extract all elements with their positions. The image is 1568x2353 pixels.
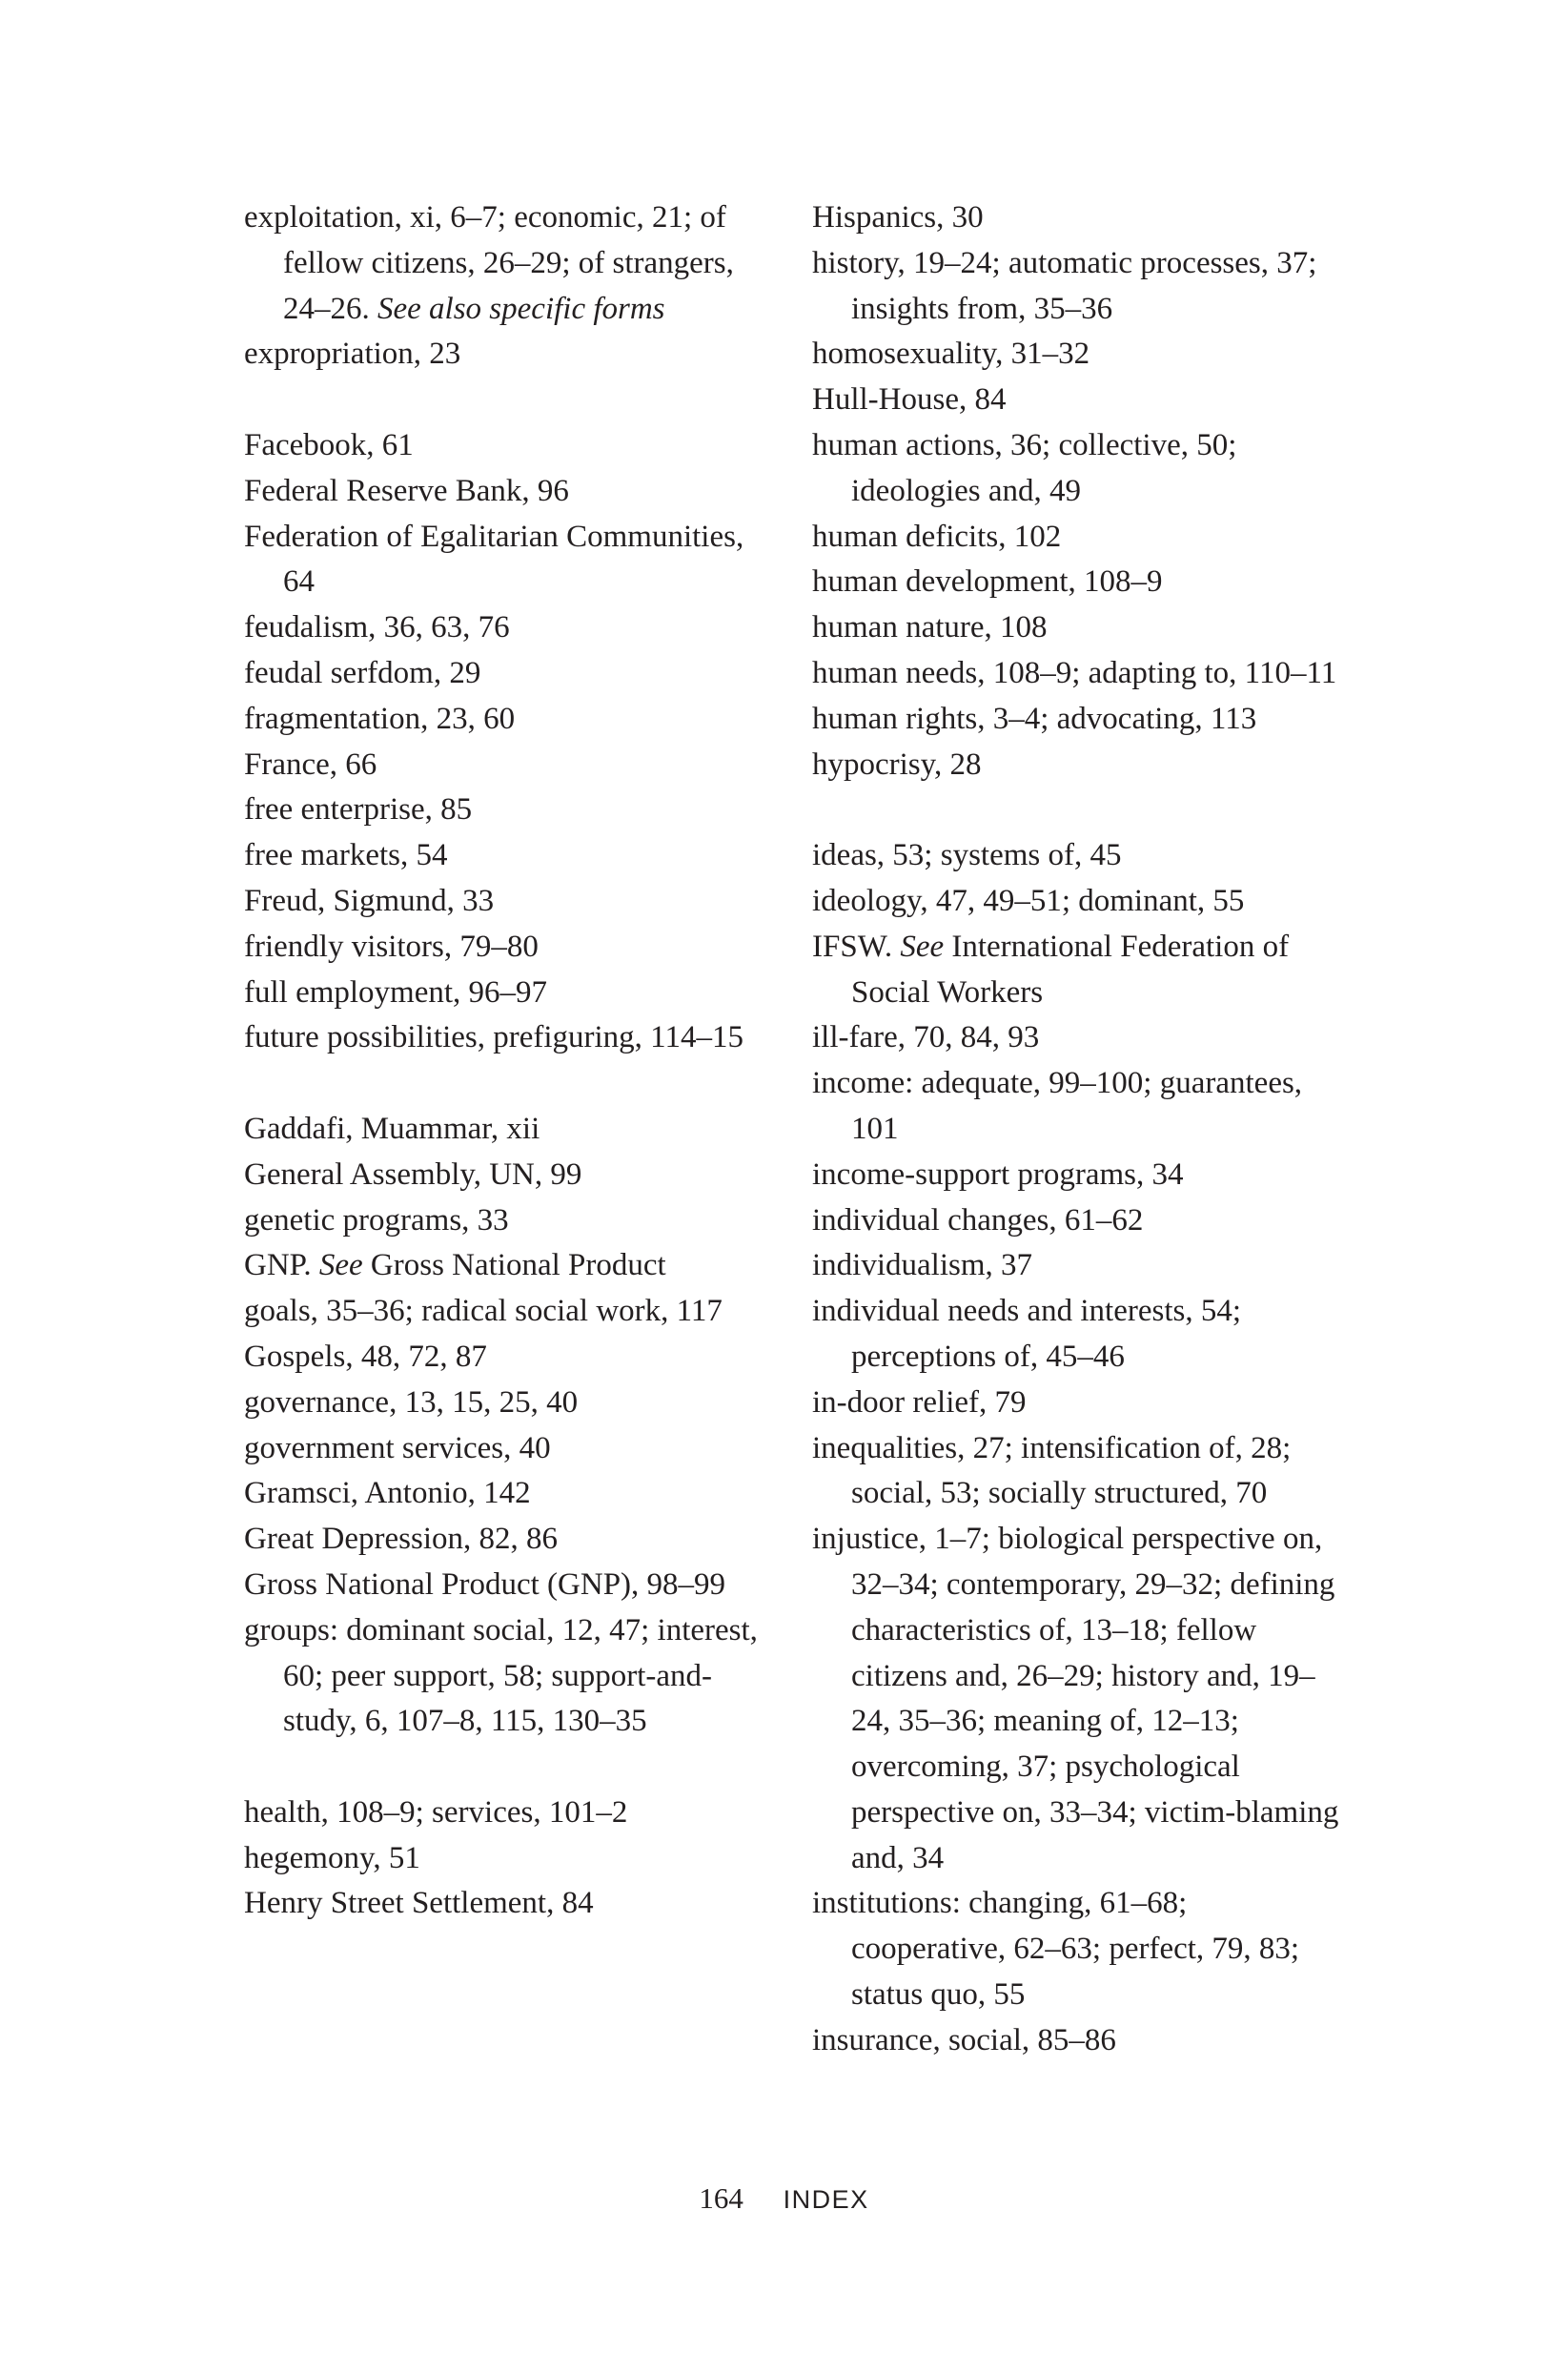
index-entry-text: individual needs and interests, 54; perceptions of, 45–46 [812,1294,1241,1374]
index-entry [244,1381,778,1426]
index-entry-text: genetic programs, 33 [244,1202,509,1238]
index-entry-text: individual changes, 61–62 [812,1202,1144,1238]
letter-group-gap [244,378,778,423]
index-entry [812,560,1346,605]
index-entry [812,651,1346,697]
index-entry-text: homosexuality, 31–32 [812,337,1090,372]
index-entry [812,1881,1346,2017]
index-entry-text: inequalities, 27; intensification of, 28; social, 53; socially structured, 70 [812,1430,1292,1511]
index-entry [812,1061,1346,1153]
index-entry-text: goals, 35–36; radical social work, 117 [244,1294,723,1329]
index-entry-text: Great Depression, 82, 86 [244,1522,559,1557]
running-head: INDEX [783,2185,869,2214]
index-entry-text: Hispanics, 30 [812,200,984,235]
index-column-left [244,195,778,1927]
index-entry-text: institutions: changing, 61–68; cooperative, 62–63; perfect, 79, 83; status quo, 55 [812,1886,1300,2013]
index-entry [244,1153,778,1198]
index-entry-text: government services, 40 [244,1430,551,1465]
index-entry-text: injustice, 1–7; biological perspective on, 32–34; contemporary, 29–32; defining characteristics of, 13–18; fellow citizens and, 26–29; history and, 19–24, 35–36; meaning of, 12–13; overcoming, 37; psychological perspective on, 33–34; victim-blaming and, 34 [812,1522,1339,1875]
index-entry-text: in-door relief, 79 [812,1384,1027,1420]
index-entry [812,1243,1346,1289]
index-entry-text: free markets, 54 [244,838,448,873]
index-entry [812,1198,1346,1244]
index-entry [244,651,778,697]
index-entry-text: Gospels, 48, 72, 87 [244,1339,487,1374]
index-entry-text: human nature, 108 [812,610,1048,645]
index-entry-text: ideas, 53; systems of, 45 [812,838,1122,873]
index-column-right [812,195,1346,2064]
cross-reference-target: International Federation of Social Workers [851,929,1290,1010]
index-entry [812,515,1346,561]
index-entry-text: exploitation, xi, 6–7; economic, 21; of fellow citizens, 26–29; of strangers, 24–26. [244,200,734,326]
index-entry-text: Freud, Sigmund, 33 [244,883,495,918]
letter-group-gap [812,788,1346,833]
index-entry-text: ill-fare, 70, 84, 93 [812,1020,1040,1055]
cross-reference: See [318,1248,363,1283]
page-footer [0,2179,1568,2219]
index-entry [812,1289,1346,1381]
index-entry [812,697,1346,743]
index-entry [812,1381,1346,1426]
index-entry [812,1426,1346,1518]
index-entry-text: feudalism, 36, 63, 76 [244,610,510,645]
index-entry-text: expropriation, 23 [244,337,461,372]
letter-group-gap [244,1061,778,1107]
index-entry [244,1471,778,1517]
index-entry-text: human rights, 3–4; advocating, 113 [812,701,1257,736]
index-entry [812,1015,1346,1061]
index-entry-text: feudal serfdom, 29 [244,655,481,690]
index-entry-text: Federation of Egalitarian Communities, 64 [244,519,744,600]
index-entry [812,423,1346,515]
index-entry-text: human actions, 36; collective, 50; ideologies and, 49 [812,427,1237,508]
index-entry [812,925,1346,1016]
index-entry-text: human deficits, 102 [812,519,1062,554]
index-entry [244,1107,778,1153]
index-entry [812,378,1346,423]
index-entry [244,1198,778,1244]
index-entry [244,1015,778,1061]
index-entry-text: history, 19–24; automatic processes, 37; insights from, 35–36 [812,245,1317,326]
index-entry [244,332,778,378]
index-entry-text: hegemony, 51 [244,1840,420,1875]
index-entry-text: free enterprise, 85 [244,792,473,828]
index-entry-text: income-support programs, 34 [812,1156,1184,1192]
index-entry [244,1243,778,1289]
index-entry-text: Gaddafi, Muammar, xii [244,1111,540,1146]
index-entry [812,2018,1346,2064]
index-entry-text: IFSW. [812,929,901,964]
index-entry-text: individualism, 37 [812,1248,1032,1283]
index-entry-text: hypocrisy, 28 [812,747,982,782]
index-entry [812,195,1346,241]
index-entry [244,195,778,332]
cross-reference: See also specific forms [377,291,665,326]
index-entry-text: groups: dominant social, 12, 47; interest, 60; peer support, 58; support-and-study, 6, 107–8, 115, 130–35 [244,1612,758,1739]
index-entry [812,332,1346,378]
index-entry-text: full employment, 96–97 [244,974,548,1010]
index-entry [244,423,778,469]
index-entry-text: Federal Reserve Bank, 96 [244,473,569,508]
index-entry-text: friendly visitors, 79–80 [244,929,539,964]
index-entry-text: Facebook, 61 [244,427,414,462]
index-entry [244,1426,778,1472]
index-entry-text: Hull-House, 84 [812,382,1007,418]
page-number: 164 [699,2181,743,2215]
cross-reference-target: Gross National Product [362,1248,666,1283]
index-entry-text: income: adequate, 99–100; guarantees, 101 [812,1066,1303,1146]
cross-reference: See [900,929,945,964]
index-entry [812,1153,1346,1198]
index-entry [812,605,1346,651]
index-entry-text: future possibilities, prefiguring, 114–15 [244,1020,743,1055]
index-entry [812,1517,1346,1881]
index-entry [812,833,1346,879]
index-entry-text: General Assembly, UN, 99 [244,1156,582,1192]
index-entry [812,879,1346,925]
index-entry [812,241,1346,333]
index-entry [244,1517,778,1563]
index-entry [244,515,778,606]
index-entry-text: fragmentation, 23, 60 [244,701,516,736]
index-entry [244,697,778,743]
index-entry-text: Gramsci, Antonio, 142 [244,1476,531,1511]
index-entry [244,788,778,833]
index-entry-text: ideology, 47, 49–51; dominant, 55 [812,883,1245,918]
index-entry-text: human needs, 108–9; adapting to, 110–11 [812,655,1337,690]
index-entry [244,1563,778,1608]
index-entry [244,1289,778,1335]
index-entry-text: health, 108–9; services, 101–2 [244,1794,628,1830]
index-entry [244,469,778,515]
index-entry [244,1790,778,1836]
index-entry [244,605,778,651]
index-entry-text: human development, 108–9 [812,564,1163,600]
index-entry [244,1335,778,1381]
index-entry-text: insurance, social, 85–86 [812,2022,1116,2057]
index-entry [244,833,778,879]
index-entry-text: Henry Street Settlement, 84 [244,1886,594,1921]
index-entry-text: Gross National Product (GNP), 98–99 [244,1566,726,1602]
letter-group-gap [244,1745,778,1790]
index-entry [244,971,778,1016]
index-entry [244,925,778,971]
index-entry [244,1881,778,1927]
index-entry-text: governance, 13, 15, 25, 40 [244,1384,579,1420]
index-entry-text: France, 66 [244,747,377,782]
index-entry-text: GNP. [244,1248,319,1283]
index-entry [244,743,778,788]
index-entry [244,1608,778,1745]
index-entry [244,879,778,925]
index-entry [812,743,1346,788]
index-entry [244,1836,778,1882]
